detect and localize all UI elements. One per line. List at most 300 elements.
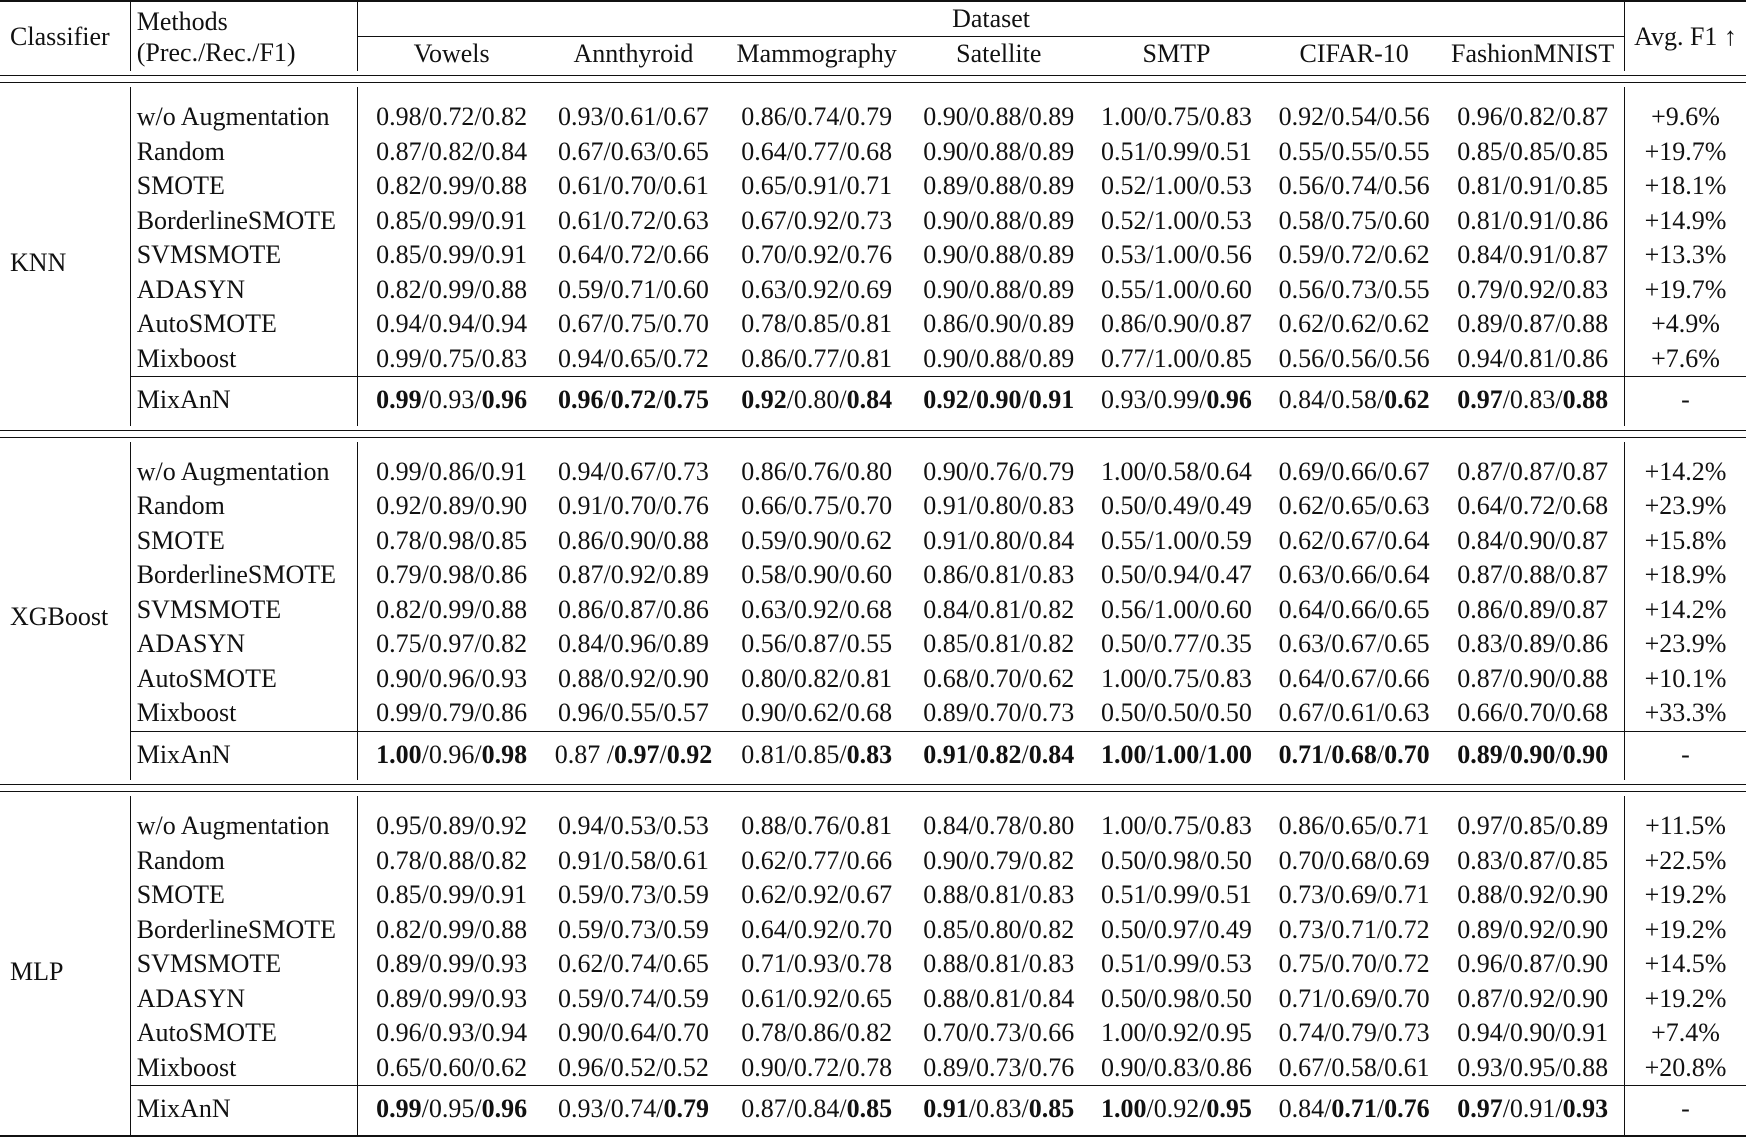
method-name: Random — [130, 844, 357, 879]
best-score: 0.85 — [1028, 1094, 1075, 1123]
methods-header — [130, 1, 357, 71]
avg-f1-cell: +15.8% — [1644, 525, 1727, 555]
mixann-score-cell — [722, 377, 912, 426]
score-cell: 0.96/0.52/0.52 — [557, 1052, 709, 1082]
best-score: 0.84 — [846, 385, 893, 414]
header-row-1 — [0, 1, 1746, 37]
score-cell: 0.90/0.88/0.89 — [923, 102, 1075, 131]
score-text: /0.93/ — [421, 385, 482, 414]
score-cell: 1.00/0.75/0.83 — [1100, 811, 1252, 840]
best-score: 0.71 — [1278, 739, 1325, 769]
best-score: 0.62 — [1384, 385, 1430, 414]
score-cell: 0.65/0.60/0.62 — [376, 1052, 528, 1082]
best-score: 1.00 — [1100, 1094, 1147, 1123]
score-cell: 0.62/0.77/0.66 — [741, 845, 893, 875]
score-cell: 0.96/0.87/0.90 — [1441, 947, 1624, 982]
score-cell: 0.87/0.82/0.84 — [376, 136, 528, 166]
score-cell: 0.85/0.99/0.91 — [376, 205, 528, 235]
score-cell: 0.64/0.66/0.65 — [1278, 594, 1430, 624]
score-cell: 0.67/0.61/0.63 — [1278, 698, 1430, 727]
method-name: ADASYN — [130, 627, 357, 662]
score-cell: 0.62/0.74/0.65 — [557, 949, 709, 978]
score-cell: 0.86/0.76/0.80 — [741, 456, 893, 486]
score-cell: 0.69/0.66/0.67 — [1278, 456, 1430, 486]
table-row — [0, 913, 1746, 948]
score-cell: 0.78/0.86/0.82 — [741, 1018, 893, 1047]
score-cell: 0.87/0.90/0.88 — [1441, 662, 1624, 697]
method-name: SMOTE — [130, 169, 357, 204]
method-name: Random — [130, 489, 357, 524]
method-name-mixann: MixAnN — [130, 731, 357, 780]
score-cell: 0.50/0.50/0.50 — [1100, 698, 1252, 727]
best-score: 0.75 — [663, 385, 709, 414]
mixann-row — [0, 377, 1746, 426]
mixann-score-cell — [1086, 377, 1267, 426]
score-cell: 0.90/0.72/0.78 — [741, 1052, 893, 1082]
mixann-score-cell — [722, 731, 912, 780]
avg-f1-cell: +19.2% — [1644, 914, 1727, 944]
score-cell: 0.85/0.81/0.82 — [923, 629, 1075, 658]
table-row — [0, 696, 1746, 731]
table-row — [0, 558, 1746, 593]
score-cell: 1.00/0.75/0.83 — [1100, 102, 1252, 131]
score-cell: 0.99/0.86/0.91 — [376, 456, 528, 486]
score-cell: 0.86/0.81/0.83 — [923, 560, 1075, 589]
score-cell: 0.51/0.99/0.53 — [1100, 949, 1252, 978]
score-cell: 0.86/0.89/0.87 — [1441, 593, 1624, 628]
score-cell: 0.59/0.72/0.62 — [1278, 240, 1430, 269]
score-text: 0.93/0.74/ — [557, 1094, 664, 1123]
avg-f1-cell: +23.9% — [1644, 491, 1727, 520]
best-score: 0.99 — [376, 1094, 422, 1123]
avg-f1-cell: +19.2% — [1644, 983, 1727, 1013]
score-cell: 0.70/0.68/0.69 — [1278, 845, 1430, 875]
score-cell: 0.70/0.73/0.66 — [923, 1018, 1075, 1047]
method-name: BorderlineSMOTE — [130, 913, 357, 948]
methods-header-line2: (Prec./Rec./F1) — [136, 37, 296, 67]
score-cell: 0.73/0.71/0.72 — [1278, 914, 1430, 944]
avg-f1-cell: +18.1% — [1644, 171, 1727, 200]
group-separator — [0, 780, 1746, 796]
avg-f1-cell: - — [1625, 731, 1746, 780]
score-cell: 0.91/0.80/0.83 — [923, 491, 1075, 520]
score-cell: 0.92/0.89/0.90 — [376, 491, 528, 520]
score-cell: 0.53/1.00/0.56 — [1100, 240, 1252, 269]
score-cell: 0.99/0.79/0.86 — [376, 698, 528, 727]
table-row — [0, 135, 1746, 170]
results-body — [0, 71, 1746, 1136]
avg-f1-cell: +18.9% — [1644, 560, 1727, 589]
score-text: / — [968, 385, 977, 414]
score-cell: 0.79/0.92/0.83 — [1441, 273, 1624, 308]
score-cell: 0.82/0.99/0.88 — [376, 171, 528, 200]
score-cell: 0.86/0.87/0.86 — [557, 594, 709, 624]
best-score: 0.97 — [1457, 385, 1503, 414]
table-row — [0, 307, 1746, 342]
avg-f1-cell: +20.8% — [1644, 1052, 1727, 1082]
score-text: /0.95/ — [421, 1094, 482, 1123]
score-cell: 0.84/0.78/0.80 — [923, 811, 1075, 840]
score-cell: 0.90/0.79/0.82 — [923, 845, 1075, 875]
score-cell: 0.89/0.70/0.73 — [923, 698, 1075, 727]
best-score: 0.96 — [557, 385, 604, 414]
score-cell: 0.90/0.76/0.79 — [923, 456, 1075, 486]
score-cell: 0.87/0.92/0.90 — [1441, 982, 1624, 1017]
method-name: AutoSMOTE — [130, 307, 357, 342]
avg-f1-cell: +14.2% — [1644, 456, 1727, 486]
score-cell: 0.90/0.64/0.70 — [557, 1018, 709, 1047]
best-score: 0.93 — [1562, 1094, 1609, 1123]
avg-f1-cell: +7.4% — [1651, 1018, 1720, 1047]
score-cell: 0.62/0.92/0.67 — [741, 880, 893, 909]
score-cell: 0.80/0.82/0.81 — [741, 663, 893, 693]
score-cell: 0.90/0.88/0.89 — [923, 240, 1075, 269]
score-cell: 0.84/0.81/0.82 — [923, 594, 1075, 624]
score-cell: 0.84/0.90/0.87 — [1441, 524, 1624, 559]
score-text: / — [1376, 739, 1385, 769]
score-cell: 0.50/0.94/0.47 — [1100, 560, 1252, 589]
score-cell: 0.55/0.55/0.55 — [1278, 136, 1430, 166]
method-name: SVMSMOTE — [130, 593, 357, 628]
avg-f1-cell: +19.7% — [1644, 274, 1727, 304]
score-cell: 0.77/1.00/0.85 — [1100, 343, 1252, 373]
dataset-col-header: SMTP — [1142, 39, 1211, 68]
avg-f1-header: Avg. F1 ↑ — [1625, 1, 1746, 71]
score-cell: 0.55/1.00/0.60 — [1100, 274, 1252, 304]
score-text: /0.92/ — [1146, 1094, 1207, 1123]
score-cell: 0.63/0.67/0.65 — [1278, 629, 1430, 658]
score-cell: 0.88/0.81/0.84 — [923, 983, 1075, 1013]
mixann-score-cell — [722, 1086, 912, 1136]
best-score: 0.90 — [1562, 739, 1609, 769]
score-cell: 0.85/0.99/0.91 — [376, 880, 528, 909]
best-score: 0.91 — [923, 739, 969, 769]
table-row — [0, 1016, 1746, 1051]
method-name: BorderlineSMOTE — [130, 204, 357, 239]
score-cell: 0.50/0.97/0.49 — [1100, 914, 1252, 944]
score-cell: 0.50/0.77/0.35 — [1100, 629, 1252, 658]
score-text: /0.91/ — [1502, 1094, 1563, 1123]
score-text: / — [656, 385, 664, 414]
score-cell: 0.59/0.73/0.59 — [557, 880, 709, 909]
score-text: / — [603, 385, 611, 414]
mixann-score-cell — [358, 1086, 546, 1136]
score-cell: 0.64/0.67/0.66 — [1278, 663, 1430, 693]
score-cell: 0.94/0.94/0.94 — [376, 309, 528, 338]
score-cell: 0.89/0.87/0.88 — [1441, 307, 1624, 342]
dataset-col-header: Vowels — [413, 39, 490, 68]
score-cell: 0.87/0.87/0.87 — [1441, 442, 1624, 490]
method-name: SVMSMOTE — [130, 238, 357, 273]
best-score: 0.96 — [481, 1094, 528, 1123]
mixann-score-cell — [545, 377, 722, 426]
score-cell: 0.86/0.90/0.89 — [923, 309, 1075, 338]
score-cell: 0.87/0.92/0.89 — [557, 560, 709, 589]
best-score: 1.00 — [1206, 739, 1252, 769]
score-text: / — [1021, 385, 1029, 414]
score-text: / — [1376, 1094, 1385, 1123]
avg-f1-cell: +14.9% — [1644, 205, 1727, 235]
best-score: 0.98 — [481, 739, 528, 769]
score-cell: 0.56/0.87/0.55 — [741, 629, 893, 658]
score-cell: 0.50/0.98/0.50 — [1100, 845, 1252, 875]
mixann-score-cell — [545, 731, 722, 780]
table-row — [0, 947, 1746, 982]
score-cell: 0.85/0.85/0.85 — [1441, 135, 1624, 170]
score-cell: 0.58/0.75/0.60 — [1278, 205, 1430, 235]
score-cell: 0.75/0.70/0.72 — [1278, 949, 1430, 978]
avg-f1-cell: +19.2% — [1644, 880, 1727, 909]
score-cell: 0.91/0.80/0.84 — [923, 525, 1075, 555]
classifier-label: XGBoost — [0, 442, 130, 781]
score-cell: 0.70/0.92/0.76 — [741, 240, 893, 269]
best-score: 0.85 — [846, 1094, 893, 1123]
score-text: /0.96/ — [421, 739, 482, 769]
avg-f1-cell: - — [1625, 377, 1746, 426]
score-text: 0.93/0.99/ — [1100, 385, 1207, 414]
best-score: 1.00 — [376, 739, 422, 769]
score-text: /0.83/ — [968, 1094, 1029, 1123]
score-cell: 0.74/0.79/0.73 — [1278, 1018, 1430, 1047]
best-score: 0.90 — [1509, 739, 1556, 769]
avg-f1-cell: +22.5% — [1644, 845, 1727, 875]
score-cell: 0.67/0.75/0.70 — [557, 309, 709, 338]
score-cell: 0.58/0.90/0.60 — [741, 560, 893, 589]
score-cell: 1.00/0.75/0.83 — [1100, 663, 1252, 693]
score-cell: 0.93/0.61/0.67 — [557, 102, 709, 131]
best-score: 0.88 — [1562, 385, 1609, 414]
score-cell: 0.78/0.88/0.82 — [376, 845, 528, 875]
classifier-label: MLP — [0, 796, 130, 1136]
avg-f1-cell: +11.5% — [1645, 811, 1726, 840]
score-cell: 0.56/0.56/0.56 — [1278, 343, 1430, 373]
avg-f1-cell: +14.2% — [1644, 594, 1727, 624]
table-row — [0, 342, 1746, 377]
table-row — [0, 169, 1746, 204]
avg-f1-cell: +14.5% — [1644, 949, 1727, 978]
best-score: 0.79 — [663, 1094, 709, 1123]
score-text: / — [1021, 739, 1029, 769]
table-row — [0, 662, 1746, 697]
score-cell: 0.52/1.00/0.53 — [1100, 205, 1252, 235]
best-score: 0.83 — [846, 739, 893, 769]
score-text: 0.81/0.85/ — [741, 739, 847, 769]
mixann-score-cell — [912, 377, 1086, 426]
table-row — [0, 627, 1746, 662]
best-score: 0.92 — [923, 385, 969, 414]
avg-f1-cell: +9.6% — [1651, 102, 1720, 131]
method-name: AutoSMOTE — [130, 662, 357, 697]
avg-f1-cell: +19.7% — [1644, 136, 1727, 166]
avg-f1-cell: +33.3% — [1644, 698, 1727, 727]
score-cell: 0.90/0.62/0.68 — [741, 698, 893, 727]
table-row — [0, 524, 1746, 559]
mixann-score-cell — [358, 731, 546, 780]
best-score: 0.72 — [610, 385, 657, 414]
group-separator — [0, 426, 1746, 442]
score-cell: 0.59/0.71/0.60 — [557, 274, 709, 304]
score-cell: 0.86/0.74/0.79 — [741, 102, 893, 131]
score-cell: 0.65/0.91/0.71 — [741, 171, 893, 200]
score-cell: 0.89/0.88/0.89 — [923, 171, 1075, 200]
mixann-row — [0, 731, 1746, 780]
score-cell: 0.59/0.74/0.59 — [557, 983, 709, 1013]
score-cell: 0.94/0.90/0.91 — [1441, 1016, 1624, 1051]
table-row — [0, 87, 1746, 135]
score-cell: 0.64/0.72/0.66 — [557, 240, 709, 269]
mixann-score-cell — [1441, 1086, 1624, 1136]
group-separator — [0, 71, 1746, 87]
best-score: 0.96 — [481, 385, 528, 414]
table-row — [0, 878, 1746, 913]
score-cell: 0.56/1.00/0.60 — [1100, 594, 1252, 624]
score-cell: 0.67/0.58/0.61 — [1278, 1052, 1430, 1082]
mixann-score-cell — [912, 1086, 1086, 1136]
score-cell: 0.52/1.00/0.53 — [1100, 171, 1252, 200]
score-cell: 0.97/0.85/0.89 — [1441, 796, 1624, 844]
score-cell: 0.96/0.82/0.87 — [1441, 87, 1624, 135]
mixann-score-cell — [1441, 731, 1624, 780]
score-cell: 0.62/0.65/0.63 — [1278, 491, 1430, 520]
avg-f1-cell: +4.9% — [1651, 309, 1720, 338]
best-score: 0.68 — [1331, 739, 1377, 769]
method-name: Mixboost — [130, 696, 357, 731]
best-score: 0.99 — [376, 385, 422, 414]
score-cell: 0.90/0.88/0.89 — [923, 343, 1075, 373]
score-cell: 0.90/0.88/0.89 — [923, 274, 1075, 304]
mixann-score-cell — [1267, 377, 1441, 426]
score-cell: 0.94/0.65/0.72 — [557, 343, 709, 373]
score-cell: 0.90/0.88/0.89 — [923, 136, 1075, 166]
score-text: 0.84/ — [1278, 1094, 1332, 1123]
score-text: 0.87/0.84/ — [741, 1094, 847, 1123]
score-cell: 0.51/0.99/0.51 — [1100, 136, 1252, 166]
score-cell: 0.89/0.92/0.90 — [1441, 913, 1624, 948]
score-text: / — [1324, 739, 1332, 769]
table-row — [0, 489, 1746, 524]
score-cell: 0.61/0.92/0.65 — [741, 983, 893, 1013]
score-cell: 0.83/0.87/0.85 — [1441, 844, 1624, 879]
score-cell: 0.85/0.80/0.82 — [923, 914, 1075, 944]
score-cell: 0.94/0.81/0.86 — [1441, 342, 1624, 377]
score-cell: 0.59/0.90/0.62 — [741, 525, 893, 555]
best-score: 0.71 — [1331, 1094, 1377, 1123]
method-name: w/o Augmentation — [130, 442, 357, 490]
score-cell: 0.71/0.69/0.70 — [1278, 983, 1430, 1013]
mixann-score-cell — [1267, 1086, 1441, 1136]
score-cell: 0.88/0.81/0.83 — [923, 949, 1075, 978]
score-cell: 0.88/0.92/0.90 — [557, 663, 709, 693]
dataset-col-header: Annthyroid — [573, 39, 694, 68]
score-cell: 0.62/0.62/0.62 — [1278, 309, 1430, 338]
best-score: 0.76 — [1384, 1094, 1430, 1123]
score-cell: 0.61/0.70/0.61 — [557, 171, 709, 200]
score-cell: 0.79/0.98/0.86 — [376, 560, 528, 589]
table-row — [0, 593, 1746, 628]
score-cell: 0.61/0.72/0.63 — [557, 205, 709, 235]
method-name: Mixboost — [130, 342, 357, 377]
method-name: ADASYN — [130, 273, 357, 308]
score-cell: 0.59/0.73/0.59 — [557, 914, 709, 944]
dataset-col-header: Satellite — [956, 39, 1042, 68]
table-row — [0, 1051, 1746, 1086]
avg-f1-cell: +7.6% — [1651, 343, 1720, 373]
dataset-col-header: CIFAR-10 — [1299, 39, 1409, 68]
mixann-score-cell — [912, 731, 1086, 780]
score-cell: 0.94/0.67/0.73 — [557, 456, 709, 486]
score-text: 0.87 / — [554, 739, 614, 769]
score-text: / — [659, 739, 667, 769]
method-name-mixann: MixAnN — [130, 1086, 357, 1136]
best-score: 0.92 — [741, 385, 787, 414]
score-cell: 0.64/0.77/0.68 — [741, 136, 893, 166]
score-cell: 0.63/0.66/0.64 — [1278, 560, 1430, 589]
score-cell: 0.89/0.99/0.93 — [376, 983, 528, 1013]
score-text: / — [1555, 739, 1563, 769]
score-cell: 0.51/0.99/0.51 — [1100, 880, 1252, 909]
best-score: 1.00 — [1153, 739, 1200, 769]
method-name: BorderlineSMOTE — [130, 558, 357, 593]
best-score: 0.97 — [1457, 1094, 1503, 1123]
best-score: 0.89 — [1457, 739, 1503, 769]
method-name: w/o Augmentation — [130, 87, 357, 135]
classifier-header: Classifier — [0, 1, 130, 71]
score-cell: 1.00/0.58/0.64 — [1100, 456, 1252, 486]
score-cell: 0.84/0.96/0.89 — [557, 629, 709, 658]
score-cell: 0.86/0.65/0.71 — [1278, 811, 1430, 840]
best-score: 0.91 — [923, 1094, 969, 1123]
score-cell: 0.67/0.92/0.73 — [741, 205, 893, 235]
table-row — [0, 982, 1746, 1017]
score-cell: 0.92/0.54/0.56 — [1278, 102, 1430, 131]
score-cell: 0.90/0.88/0.89 — [923, 205, 1075, 235]
score-cell: 0.64/0.72/0.68 — [1441, 489, 1624, 524]
table-row — [0, 273, 1746, 308]
score-cell: 0.83/0.89/0.86 — [1441, 627, 1624, 662]
best-score: 0.95 — [1206, 1094, 1252, 1123]
mixann-score-cell — [545, 1086, 722, 1136]
score-text: /0.83/ — [1502, 385, 1563, 414]
score-cell: 0.98/0.72/0.82 — [376, 102, 528, 131]
avg-f1-cell: +13.3% — [1644, 240, 1727, 269]
score-text: / — [1146, 739, 1154, 769]
score-cell: 0.86/0.90/0.87 — [1100, 309, 1252, 338]
score-cell: 0.85/0.99/0.91 — [376, 240, 528, 269]
score-cell: 0.56/0.74/0.56 — [1278, 171, 1430, 200]
score-cell: 0.96/0.55/0.57 — [557, 698, 709, 727]
method-name: ADASYN — [130, 982, 357, 1017]
score-cell: 0.88/0.76/0.81 — [741, 811, 893, 840]
score-cell: 0.67/0.63/0.65 — [557, 136, 709, 166]
score-cell: 0.81/0.91/0.85 — [1441, 169, 1624, 204]
score-cell: 0.68/0.70/0.62 — [923, 663, 1075, 693]
score-cell: 0.96/0.93/0.94 — [376, 1018, 528, 1047]
table-row — [0, 844, 1746, 879]
score-cell: 0.93/0.95/0.88 — [1441, 1051, 1624, 1086]
score-cell: 0.89/0.73/0.76 — [923, 1052, 1075, 1082]
best-score: 0.96 — [1206, 385, 1252, 414]
best-score: 0.92 — [666, 739, 713, 769]
avg-f1-cell: +23.9% — [1644, 629, 1727, 658]
score-cell: 0.50/0.49/0.49 — [1100, 491, 1252, 520]
best-score: 0.90 — [976, 385, 1022, 414]
score-cell: 0.78/0.85/0.81 — [741, 309, 893, 338]
mixann-score-cell — [1086, 731, 1267, 780]
score-cell: 0.66/0.75/0.70 — [741, 491, 893, 520]
score-cell: 0.50/0.98/0.50 — [1100, 983, 1252, 1013]
score-cell: 0.91/0.70/0.76 — [557, 491, 709, 520]
score-cell: 0.62/0.67/0.64 — [1278, 525, 1430, 555]
